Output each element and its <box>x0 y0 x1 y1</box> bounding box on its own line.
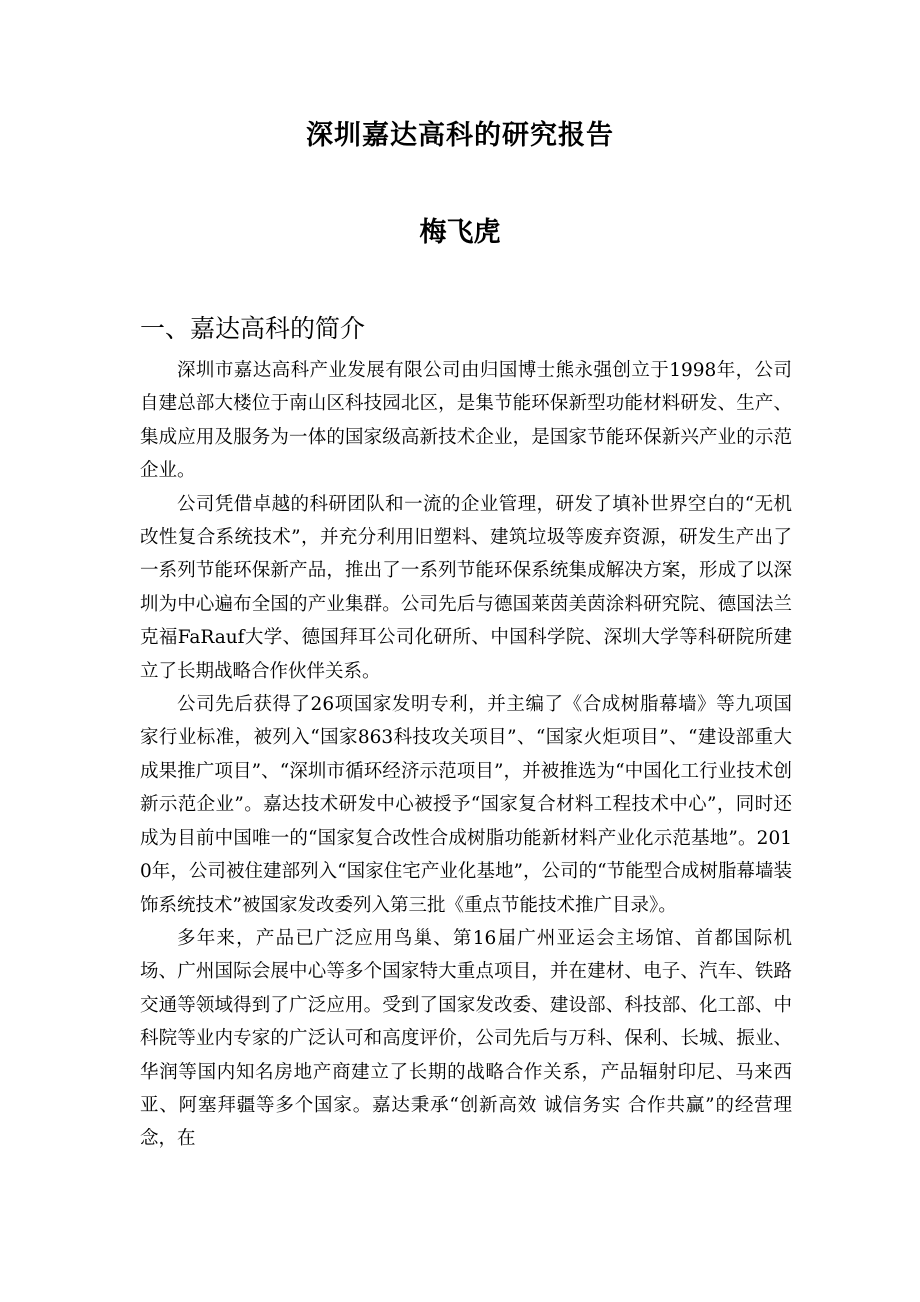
document-title: 深圳嘉达高科的研究报告 <box>306 120 614 151</box>
section-heading: 一、嘉达高科的简介 <box>140 314 366 343</box>
document-body <box>140 354 792 1156</box>
author-name: 梅飞虎 <box>419 217 501 248</box>
paragraph: 公司凭借卓越的科研团队和一流的企业管理，研发了填补世界空白的“无机改性复合系统技术”，并充分利用旧塑料、建筑垃圾等废弃资源，研发生产出了一系列节能环保新产品，推出了一系列节能环保系统集成解决方案，形成了以深圳为中心遍布全国的产业集群。公司先后与德国莱茵美茵涂料研究院、德国法兰克福FaRauf大学、德国拜耳公司化研所、中国科学院、深圳大学等科研院所建立了长期战略合作伙伴关系。 <box>140 493 792 682</box>
paragraph: 多年来，产品已广泛应用鸟巢、第16届广州亚运会主场馆、首都国际机场、广州国际会展中心等多个国家特大重点项目，并在建材、电子、汽车、铁路交通等领域得到了广泛应用。受到了国家发改委、建设部、科技部、化工部、中科院等业内专家的广泛认可和高度评价，公司先后与万科、保利、长城、振业、华润等国内知名房地产商建立了长期的战略合作关系，产品辐射印尼、马来西亚、阿塞拜疆等多个国家。嘉达秉承“创新高效 诚信务实 合作共赢”的经营理念，在 <box>140 927 792 1150</box>
paragraph: 深圳市嘉达高科产业发展有限公司由归国博士熊永强创立于1998年，公司自建总部大楼位于南山区科技园北区，是集节能环保新型功能材料研发、生产、集成应用及服务为一体的国家级高新技术企业，是国家节能环保新兴产业的示范企业。 <box>140 360 792 482</box>
paragraph: 公司先后获得了26项国家发明专利，并主编了《合成树脂幕墙》等九项国家行业标准，被列入“国家863科技攻关项目”、“国家火炬项目”、“建设部重大成果推广项目”、“深圳市循环经济示范项目”，并被推选为“中国化工行业技术创新示范企业”。嘉达技术研发中心被授予“国家复合材料工程技术中心”，同时还成为目前中国唯一的“国家复合改性合成树脂功能新材料产业化示范基地”。2010年，公司被住建部列入“国家住宅产业化基地”，公司的“节能型合成树脂幕墙装饰系统技术”被国家发改委列入第三批《重点节能技术推广目录》。 <box>140 694 792 916</box>
